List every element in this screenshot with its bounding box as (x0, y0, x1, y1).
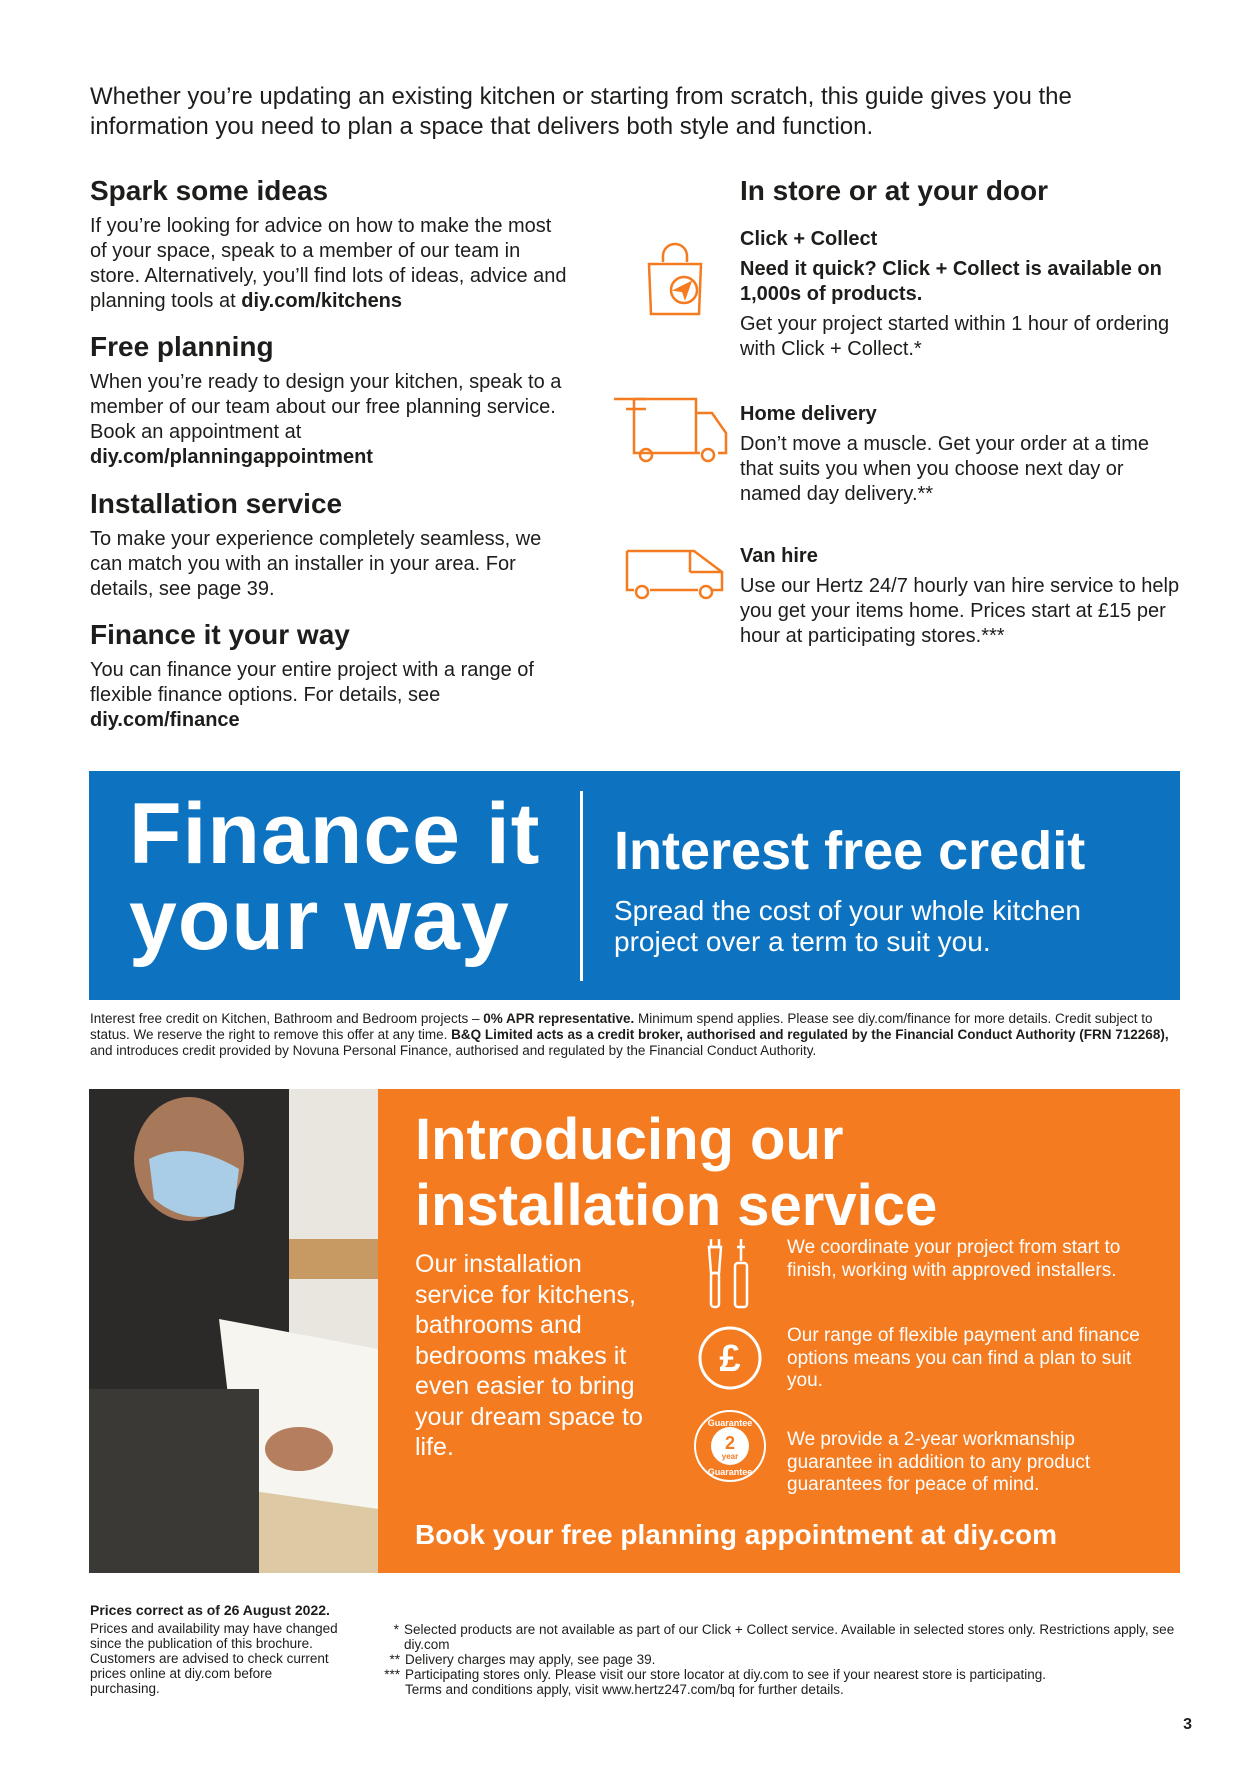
interest-free-subtitle: Spread the cost of your whole kitchen project over a term to suit you. (614, 895, 1081, 957)
section-text: You can finance your entire project with a range of flexible finance options. For details, see diy.com/finance (90, 659, 534, 731)
section-finance (90, 618, 570, 733)
service-text: Use our Hertz 24/7 hourly van hire service to help you get your items home. Prices start at £15 per hour at participating stores.*** (740, 575, 1180, 647)
finance-headline: Finance it your way (129, 786, 541, 968)
prices-note (90, 1601, 340, 1696)
installation-body: Our installation service for kitchens, bathrooms and bedrooms makes it even easier to bring your dream space to life. (415, 1250, 643, 1461)
finance-link[interactable]: diy.com/finance (90, 709, 240, 731)
footnote: Terms and conditions apply, visit www.hertz247.com/bq for further details. (405, 1682, 844, 1697)
page-number: 3 (1183, 1716, 1192, 1733)
intro-text: Whether you’re updating an existing kitchen or starting from scratch, this guide gives you the information you need to plan a space that delivers both style and function. (90, 83, 1072, 140)
installation-title: Introducing our installation service (415, 1107, 938, 1238)
finance-banner (89, 771, 1180, 1000)
footnote: * Selected products are not available as part of our Click + Collect service. Available in selected stores only. Restrictions apply, see diy.com (393, 1622, 1175, 1652)
banner-divider (580, 791, 583, 981)
planning-appointment-cta[interactable]: Book your free planning appointment at diy.com (415, 1519, 1057, 1550)
service-name: Click + Collect (740, 228, 878, 250)
badge-bottom-text: Guarantee (707, 1467, 753, 1477)
badge-top-text: Guarantee (707, 1418, 753, 1428)
footnote: *** Participating stores only. Please visit our store locator at diy.com to see if your nearest store is participating. (384, 1667, 1047, 1682)
footnotes (380, 1622, 1180, 1697)
service-click-collect (740, 226, 1180, 362)
section-text: If you’re looking for advice on how to make the most of your space, speak to a member of our team in store. Alternatively, you’ll find lots of ideas, advice and planning tools at diy.com/kitchens (90, 215, 567, 312)
section-spark-ideas (90, 174, 570, 314)
service-home-delivery (740, 401, 1180, 507)
service-van-hire (740, 543, 1180, 649)
shopping-bag-icon (643, 240, 707, 316)
installer-photo (89, 1089, 378, 1573)
kitchens-link[interactable]: diy.com/kitchens (241, 290, 403, 312)
finance-legal-text: Interest free credit on Kitchen, Bathroom and Bedroom projects – 0% APR representative. Minimum spend applies. Please see diy.com/finance for more details. Credit subject to status. We reserve the right to remove this offer at any time. B&Q Limited acts as a credit broker, authorised and regulated by the Financial Conduct Authority (FRN 712268), and introduces credit provided by Novuna Personal Finance, authorised and regulated by the Financial Conduct Authority. (90, 1011, 1169, 1058)
badge-unit: year (721, 1452, 739, 1461)
feature-finance: Our range of flexible payment and finance options means you can find a plan to suit you. (787, 1325, 1140, 1391)
section-title: Finance it your way (90, 619, 350, 650)
pound-icon (697, 1325, 763, 1391)
service-text: Get your project started within 1 hour of ordering with Click + Collect.* (740, 313, 1170, 360)
planning-appointment-link[interactable]: diy.com/planningappointment (90, 446, 373, 468)
service-name: Home delivery (740, 403, 877, 425)
tools-icon (699, 1237, 759, 1309)
interest-free-title: Interest free credit (614, 821, 1086, 881)
installation-banner (89, 1089, 1180, 1573)
service-name: Van hire (740, 545, 818, 567)
delivery-truck-icon (612, 395, 730, 465)
service-text: Don’t move a muscle. Get your order at a time that suits you when you choose next day or named day delivery.** (740, 433, 1150, 505)
van-icon (624, 548, 728, 600)
section-title: Installation service (90, 488, 343, 519)
section-text: To make your experience completely seamless, we can match you with an installer in your area. For details, see page 39. (90, 528, 542, 600)
prices-title: Prices correct as of 26 August 2022. (90, 1602, 330, 1618)
footnote: ** Delivery charges may apply, see page 39. (389, 1652, 656, 1667)
section-installation (90, 487, 570, 602)
prices-text: Prices and availability may have changed since the publication of this brochure. Customers are advised to check current prices online at diy.com before purchasing. (90, 1621, 338, 1696)
guarantee-badge-icon (693, 1409, 767, 1483)
badge-number: 2 (724, 1433, 736, 1453)
section-title: Spark some ideas (90, 175, 329, 206)
section-text: When you’re ready to design your kitchen, speak to a member of our team about our free planning service. Book an appointment at diy.com/planningappointment (90, 371, 562, 468)
svg-text:£: £ (719, 1338, 741, 1380)
feature-coordinate: We coordinate your project from start to finish, working with approved installers. (787, 1237, 1121, 1281)
service-highlight: Need it quick? Click + Collect is available on 1,000s of products. (740, 258, 1162, 305)
right-title: In store or at your door (740, 175, 1049, 206)
feature-guarantee: We provide a 2-year workmanship guarantee in addition to any product guarantees for peace of mind. (787, 1429, 1091, 1495)
section-free-planning (90, 330, 570, 470)
section-title: Free planning (90, 331, 274, 362)
